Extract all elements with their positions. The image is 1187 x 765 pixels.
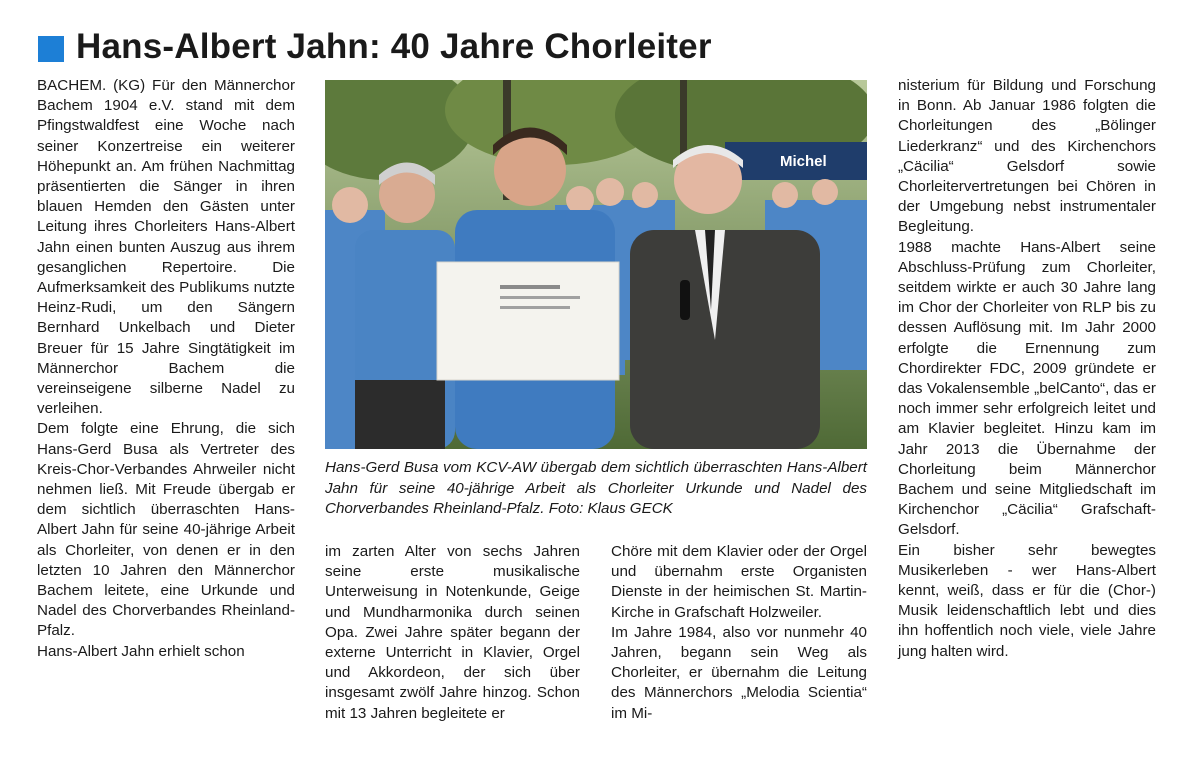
- paragraph: Dem folgte eine Ehrung, die sich Hans-Gerd Busa als Vertreter des Kreis-Chor-Verbandes Ahrweiler nicht nehmen ließ. Mit Freude übergab er dem sichtlich überraschten Hans-Albert Jahn für seine 40-jährige Arbeit als Chorleiter, von denen er in den letzten 10 Jahren den Männerchor Bachem leitete, eine Urkunde und Nadel des Chorverbandes Rheinland-Pfalz.: [37, 420, 295, 640]
- headline-marker-square: [38, 36, 64, 62]
- caption-text: Hans-Gerd Busa vom KCV-AW übergab dem sichtlich überraschten Hans-Albert Jahn für seine 40-jährige Arbeit als Chorleiter Urkunde und Nadel des Chorverbandes Rheinland-Pfalz. Foto: Klaus GECK: [325, 459, 867, 517]
- paragraph: Chöre mit dem Klavier oder der Orgel und übernahm erste Organisten Dienste in der heimischen St. Martin-Kirche in Grafschaft Holzweiler.: [611, 543, 867, 621]
- paragraph: im zarten Alter von sechs Jahren seine erste musikalische Unterweisung in Notenkunde, Geige und Mundharmonika durch seinen Opa. Zwei Jahre später begann der externe Unterricht in Klavier, Orgel und Akkordeon, der sich über insgesamt zwölf Jahre hinzog. Schon mit 13 Jahren begleitete er: [325, 543, 580, 722]
- paragraph: nisterium für Bildung und Forschung in Bonn. Ab Januar 1986 folgten die Chorleitungen des „Bölinger Liederkranz“ und des Kirchenchors „Cäcilia“ Gelsdorf sowie Chorleitervertretungen bei Chören in der Umgebung nebst instrumentaler Begleitung.: [898, 77, 1156, 236]
- paragraph: BACHEM. (KG) Für den Männerchor Bachem 1904 e.V. stand mit dem Pfingstwaldfest eine Woche nach seiner Konzertreise ein weiterer Höhepunkt an. Am frühen Nachmittag präsentierten die Sänger in ihren blauen Hemden den Gästen unter Leitung ihres Chorleiters Hans-Albert Jahn einen bunten Auszug aus ihrem gesanglichen Repertoire. Die Aufmerksamkeit des Publikums nutzte Heinz-Rudi, um den Sängern Bernhard Unkelbach und Dieter Breuer für 15 Jahre Singtätigkeit im Männerchor Bachem die vereinseigene silberne Nadel zu verleihen.: [37, 77, 295, 418]
- headline-row: [38, 22, 712, 72]
- paragraph: Im Jahre 1984, also vor nunmehr 40 Jahren, begann sein Weg als Chorleiter, er übernahm die Leitung des Männerchors „Melodia Scientia“ im Mi-: [611, 623, 867, 722]
- photo-caption: [325, 458, 867, 520]
- article-column-1: [37, 76, 295, 662]
- paragraph: Ein bisher sehr bewegtes Musikerleben - wer Hans-Albert kennt, weiß, dass er für die (Chor-) Musik leidenschaftlich lebt und dies ihn hoffentlich noch viele, viele Jahre jung halten wird.: [898, 541, 1156, 660]
- paragraph: 1988 machte Hans-Albert seine Abschluss-Prüfung zum Chorleiter, seitdem wirkte er auch 30 Jahre lang im Chor der Chorleiter von RLP bis zu dessen Auflösung mit. Im Jahr 2000 erfolgte die Ernennung zum Chordirekter FDC, 2009 gründete er das Vokalensemble „belCanto“, das er noch immer sehr erfolgreich leitet und am Klavier begleitet. Hinzu kam im Jahr 2013 die Übernahme der Chorleitung beim Männerchor Bachem und seine Mitgliedschaft im Kirchenchor „Cäcilia“ Grafschaft-Gelsdorf.: [898, 238, 1156, 539]
- article-photo: [325, 80, 867, 449]
- article-column-2: [325, 542, 580, 724]
- paragraph: Hans-Albert Jahn erhielt schon: [37, 642, 245, 660]
- photo-illustration: [325, 80, 867, 449]
- sign-text: Michel: [780, 153, 827, 170]
- article-column-3: [611, 542, 867, 724]
- headline: Hans-Albert Jahn: 40 Jahre Chorleiter: [76, 27, 712, 66]
- article-column-4: [898, 76, 1156, 662]
